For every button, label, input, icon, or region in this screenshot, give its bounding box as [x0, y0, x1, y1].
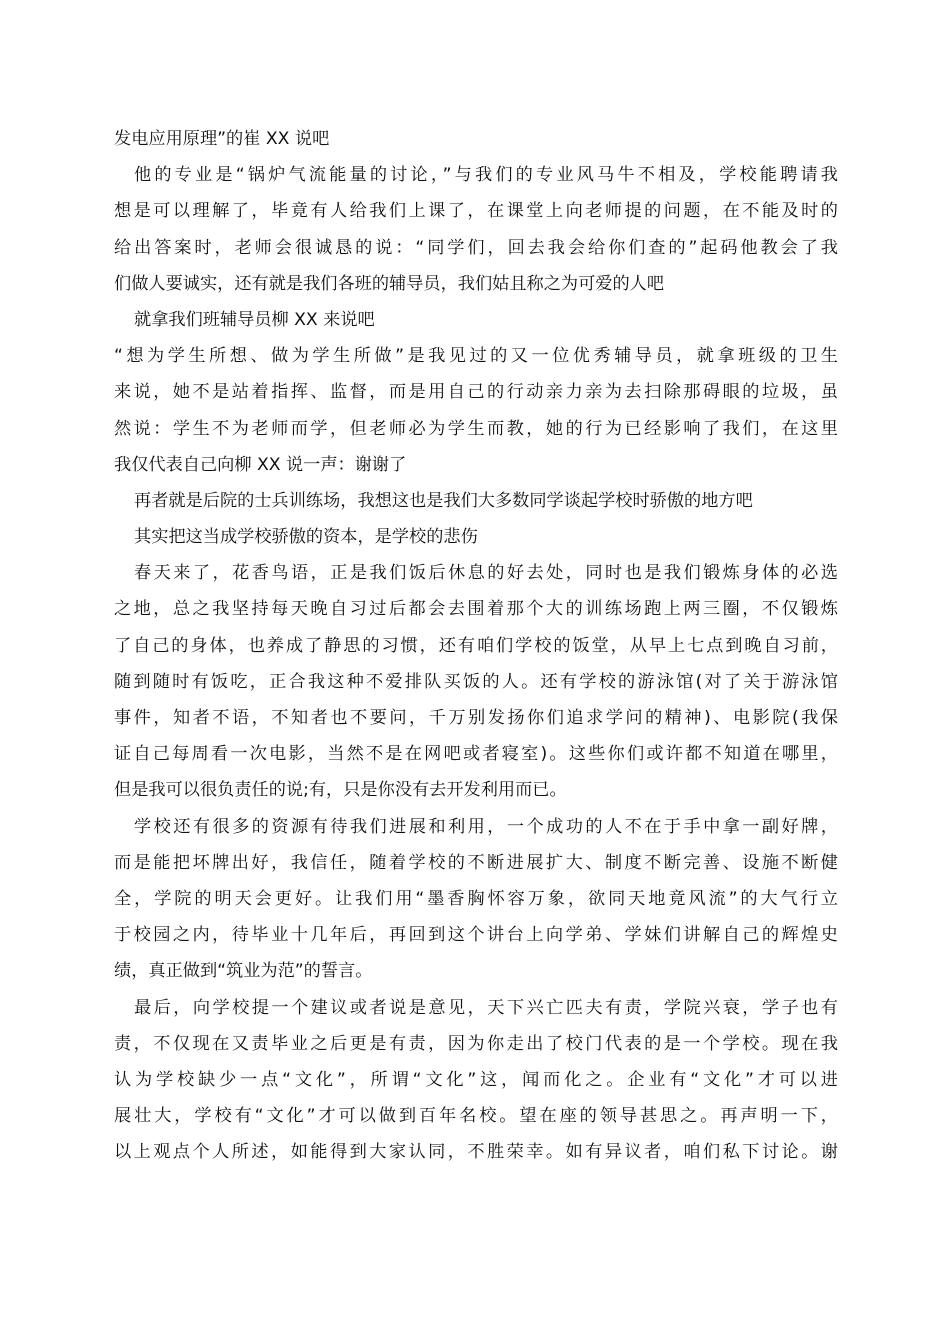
text-line: 展壮大，学校有“文化”才可以做到百年名校。望在座的领导甚思之。再声明一下，	[114, 1106, 838, 1127]
text-line: “想为学生所想、做为学生所做”是我见过的又一位优秀辅导员，就拿班级的卫生	[114, 346, 838, 367]
text-line: 认为学校缺少一点“文化”，所谓“文化”这，闻而化之。企业有“文化”才可以进	[114, 1069, 838, 1090]
text-line: 之地，总之我坚持每天晚自习过后都会去围着那个大的训练场跑上两三圈，不仅锻炼	[114, 599, 838, 620]
text-line: 想是可以理解了，毕竟有人给我们上课了，在课堂上向老师提的问题，在不能及时的	[114, 201, 838, 222]
text-line: 了自己的身体，也养成了静思的习惯，还有咱们学校的饭堂，从早上七点到晚自习前，	[114, 635, 838, 656]
text-line: 春天来了，花香鸟语，正是我们饭后休息的好去处，同时也是我们锻炼身体的必选	[134, 563, 838, 584]
text-line: 来说，她不是站着指挥、监督，而是用自己的行动亲力亲为去扫除那碍眼的垃圾，虽	[114, 382, 838, 403]
text-line: 们做人要诚实，还有就是我们各班的辅导员，我们姑且称之为可爱的人吧	[114, 273, 665, 294]
text-line: 于校园之内，待毕业十几年后，再回到这个讲台上向学弟、学妹们讲解自己的辉煌史	[114, 925, 838, 946]
text-line: 其实把这当成学校骄傲的资本，是学校的悲伤	[134, 527, 478, 548]
text-line: 但是我可以很负责任的说;有，只是你没有去开发利用而已。	[114, 780, 567, 801]
text-line: 责，不仅现在又责毕业之后更是有责，因为你走出了校门代表的是一个学校。现在我	[114, 1033, 838, 1054]
text-line: 以上观点个人所述，如能得到大家认同，不胜荣幸。如有异议者，咱们私下讨论。谢	[114, 1142, 838, 1163]
text-line: 他的专业是“锅炉气流能量的讨论，”与我们的专业风马牛不相及，学校能聘请我	[134, 165, 838, 186]
text-line: 发电应用原理”的崔 XX 说吧	[114, 129, 330, 149]
text-line: 绩，真正做到“筑业为范”的誓言。	[114, 961, 373, 982]
document-body	[114, 121, 838, 1170]
text-line: 然说：学生不为老师而学，但老师必为学生而教，她的行为已经影响了我们，在这里	[114, 418, 838, 439]
text-line: 全，学院的明天会更好。让我们用“墨香胸怀容万象，欲同天地竟风流”的大气行立	[114, 888, 838, 909]
text-line: 而是能把坏牌出好，我信任，随着学校的不断进展扩大、制度不断完善、设施不断健	[114, 852, 838, 873]
text-line: 再者就是后院的士兵训练场，我想这也是我们大多数同学谈起学校时骄傲的地方吧	[134, 490, 753, 511]
text-line: 给出答案时，老师会很诚恳的说：“同学们，回去我会给你们查的”起码他教会了我	[114, 237, 838, 258]
text-line: 就拿我们班辅导员柳 XX 来说吧	[134, 309, 375, 330]
text-line: 事件，知者不语，不知者也不要问，千万别发扬你们追求学问的精神)、电影院(我保	[114, 708, 838, 728]
text-line: 随到随时有饭吃，正合我这种不爱排队买饭的人。还有学校的游泳馆(对了关于游泳馆	[114, 671, 838, 692]
text-line: 我仅代表自己向柳 XX 说一声：谢谢了	[114, 454, 407, 475]
text-line: 证自己每周看一次电影，当然不是在网吧或者寝室)。这些你们或许都不知道在哪里，	[114, 744, 838, 765]
text-line: 最后，向学校提一个建议或者说是意见，天下兴亡匹夫有责，学院兴衰，学子也有	[134, 997, 838, 1018]
text-line: 学校还有很多的资源有待我们进展和利用，一个成功的人不在于手中拿一副好牌，	[134, 816, 838, 837]
